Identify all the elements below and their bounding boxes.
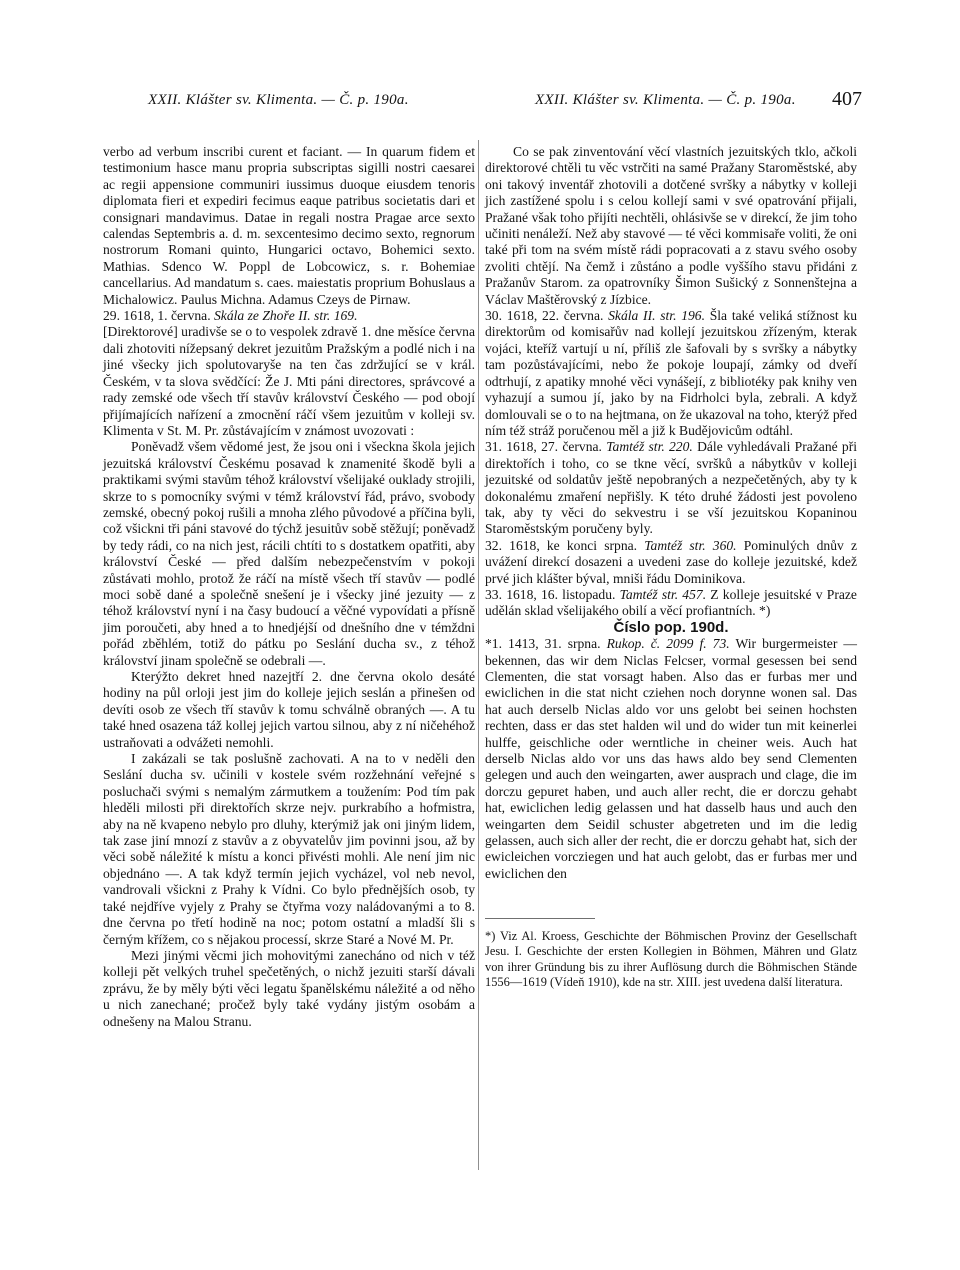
entry-29-heading [103,308,475,324]
decree-paragraph: Poněvadž všem vědomé jest, že jsou oni i všeckna škola jejich jezuitská království Českému posavad k znamenité škodě byli a praktikami svými stavům téhož království všelijaké ouklady strojili, skrze to s pomocníky svými v témž království řád, právo, svobody zemské, obecný pokoj rušili a mnoha zlého původové a příčina byli, což všickni tři páni stavové do týchž jesuitův sobě stěžují; poněvadž by tedy rádi, co na nich jest, rácili chtíti to s dostatkem opatřiti, aby království České — před dalším nebezpečenstvím v pokoji zůstávati mohlo, protož že ráčí na místě všech tří stavův — podlé moci sobě dané a společně snešení je i všecky jiné jezuity — z téhož království nyní i na časy budoucí a věčné vypovídati a přísně jim poroučeti, aby hned a to hnedjéjší od dnešního dne v témždni pořád zběhlém, totiž do pátku po Seslání ducha sv., z téhož království jinam společně se odebrali —. [103,439,475,668]
entry-29-text: [Direktorové] uradivše se o to vespolek zdravě 1. dne měsíce června dali zhotoviti nížepsaný dekret jezuitům Pražským a podlé nich i na jiné všecky jich spolutovaryše na ten čas zdržující se v král. Českém, v ta slova svědčící: Že J. Mti páni directores, správcové a rady zemské ode všech tří stavův království Českého — pod obojí přijímajících nařízení a zmocnění ráčí všem jezuitům v kolleji sv. Klimenta v St. M. Pr. zůstávajícím v známost uvozovati : [103,324,475,438]
footnote: *) Viz Al. Kroess, Geschichte der Böhmischen Provinz der Gesellschaft Jesu. I. Geschichte der ersten Kollegien in Böhmen, Mähren und Glatz von ihrer Gründung bis zu ihrer Auflösung durch die Böhmischen Stände 1556—1619 (Vídeň 1910), kde na str. XIII. jest uvedena další literatura. [485,929,857,989]
entry-32-source: Tamtéž str. 360. [644,537,737,553]
entry-31-date: 31. 1618, 27. června. [485,439,602,455]
entry-31-source: Tamtéž str. 220. [606,439,693,455]
right-column [485,144,857,990]
latin-diploma-ending: verbo ad verbum inscribi curent et faciant. — In quarum fidem et testimonium hasce manu propria subscriptas sigilli nostri caesarei ac regii appensione communiri iussimus duoque eiusdem tenoris diplomata fieri et expediri fecimus eaque patribus societatis dari et consignari mandavimus. Datae in regali nostra Pragae arce sexto calendas Septembris a. d. m. sexcentesimo decimo sexto, regnorum nostrorum Romani quinto, Hungarici octavo, Bohemici sexto. Mathias. Sdenco W. Poppl de Lobcowicz, s. r. Bohemiae cancellarius. Ad mandatum s. caes. maiestatis proprium Bohuslaus a Michalowicz. Paulus Michna. Adamus Czeys de Pirnaw. [103,144,475,307]
entry-33-source: Tamtéž str. 457. [619,586,707,602]
left-column [103,144,475,1030]
entry-33 [485,587,857,620]
entry-31 [485,439,857,537]
footnote-rule [485,918,595,919]
entry-31-text: Dále vyhledávali Pražané při direktořích i toho, co se tkne věcí, svršků a nábytkův v kolleji jezuitské od soldatův ještě nepobraných a nezpečetěných, aby ty k dokonalému zmaření nepřišly. K této druhé žádosti jest povoleno tak, aby ty věci do sekvestru i se vší jezuitskou Kopaninou Staroměstským poručeny byly. [485,439,858,537]
running-header-left: XXII. Klášter sv. Klimenta. — Č. p. 190a. [148,92,409,108]
section-title: Číslo pop. 190d. [613,618,729,636]
entry-1-date: *1. 1413, 31. srpna. [485,636,601,652]
page-number: 407 [832,88,862,110]
entry-29-date: 29. 1618, 1. června. [103,308,211,324]
entry-33-date: 33. 1618, 16. listopadu. [485,586,616,602]
entry-30-date: 30. 1618, 22. června. [485,308,604,324]
running-header-right: XXII. Klášter sv. Klimenta. — Č. p. 190a. [535,92,796,108]
entry-32 [485,538,857,587]
entry-1-source: Rukop. č. 2099 f. 73. [606,636,730,652]
delivery-paragraph: Kterýžto dekret hned nazejtří 2. dne června okolo desáté hodiny na půl orloji jest jim do kolleje jejich seslán a přinešen od devíti osob ze všech tří stavův k tomu schválně obraných —. A tu také hned osazena táž kollej jejich vartou silnou, aby z ní ničehéhož ustraňovati a odvážeti nemohli. [103,669,475,750]
entry-30 [485,308,857,439]
entry-30-text: Šla také veliká stížnost ku direktorům od komisařův nad kollejí jezuitskou zřízeným, kterak vojáci, kteříž vartují u ní, příliš zle šafovali by s svršky a nábytky tam pozůstávajícími, nebo že pokoje loupají, zámky od dveří odtrhují, z apatiky mnohé věci vynášejí, z bibliotéky pak knihy ven vyhazují a sumou jí, jako by na Fidrholci byla, zebrali. A když domlouvali se o to na hejtmana, on že ukazoval na toho, kterýž před ním též stráž poručenou měl a již k Budějovicům odtáhl. [485,308,857,438]
entry-29-source: Skála ze Zhoře II. str. 169. [214,308,358,324]
entry-32-date: 32. 1618, ke konci srpna. [485,537,638,553]
entry-1-text: Wir burgermeister — bekennen, das wir dem Niclas Felcser, vormal gesessen bei send Clementen, die stat vorsagt haben. Also das er furbas mer und ewiclichen in die stat nicht cziehen noch dorynne wonen sal. Das hat auch derselb Niclas aldo vor uns gelobt bei seinen hochsten rechten, dass er das stet halden wil und do wider tun mit keinerlei hulffe, geischliche oder werntliche in cheiner weis. Auch hat derselb Niclas aldo vor uns das haws aldo bey send Clementen gelegen und auch den weingarten, awer ausprach und clage, die im dorczu gepuret haben, und auch aller recht, die er dorczu gehabt hat, ewiclichen ledig gelassen und hat dasselb haus und auch den weingarten dem Seidil schuster abgetreten und im die ledig gelassen, auch sich aller der recht, die er dorczu gehabt hat, sich der ewicleichen vorcziegen und hat auch gelobt, das er furbas mer und ewiclichen den [485,636,857,881]
entry-30-source: Skála II. str. 196. [608,308,705,324]
entry-1 [485,636,857,882]
departure-paragraph: I zakázali se tak poslušně zachovati. A na to v neděli den Seslání ducha sv. učinili v kostele svém rozžehnání veřejné s posluchači svými s nemalým zármutkem a toužením: Pod tím pak hleděli milosti při direktořích skrze nejv. purkrabího a hofmistra, aby na ně kvapeno nebylo pro dluhy, kterýmiž jak oni jiným lidem, tak zase jiní mnozí z stavův a z obyvatelův jim povinni jsou, až by věci sobě náležité k místu a konci přivésti mohli. Ale není jim nic objednáno —. A tak když termín jejich vycházel, vol neb nevol, vandrovali všickni z Prahy k Vídni. Co bylo přednějších osob, ty také nejdříve vyjely z Prahy se čtyřma vozy naládovanými a to 8. dne června po třetí hodině na noc; potom ostatní a mladší šli s černým křížem, co s nějakou processí, skrze Staré a Nové M. Pr. [103,751,475,947]
inventory-paragraph: Co se pak zinventování věcí vlastních jezuitských tklo, ačkoli direktorové chtěli tu věc vstrčiti na samé Pražany Staroměstské, aby oni takový inventář zhotovili a dotčené svršky a nábytky v kolleji jich zastížené spolu i s celou kollejí sami v své opatrování přijali, Pražané však toho přijíti nechtěli, ohlásivše se v direkcí, že jim toho učiniti nenáleží. Než aby stavové — té věci kommisaře voliti, že oni také při tom na svém místě rádi popracovati a z stavu svého osoby zvoliti chtějí. Na čemž i zůstáno a podle vyššího stavu přidáni z Pražanův Starom. za opatrovníky Šimon Sušický z Sonnenštejna a Václav Maštěrovský z Jízbice. [485,144,857,307]
column-divider [478,140,479,1170]
entry-32-text: Pominulých dnův z uvážení direkcí dosazeni a uvedeni zase do kolleje jezuitské, kdež prvé jich klášter býval, mniši řádu Dominikova. [485,537,857,586]
chests-paragraph: Mezi jinými věcmi jich mohovitými zanechánо od nich v též kolleji pět velkých truhel spečetěných, o nichž jezuiti starší dávali zprávu, že by měly býti věci legatu španělskému náležité a od něho u nich zanechané; pročež byly také vydány jistým osobám a odnešeny na Malou Stranu. [103,947,475,1029]
entry-33-text: Z kolleje jesuitské v Praze udělán sklad všelijakého obilí a věcí profiantních. *) [485,586,857,619]
